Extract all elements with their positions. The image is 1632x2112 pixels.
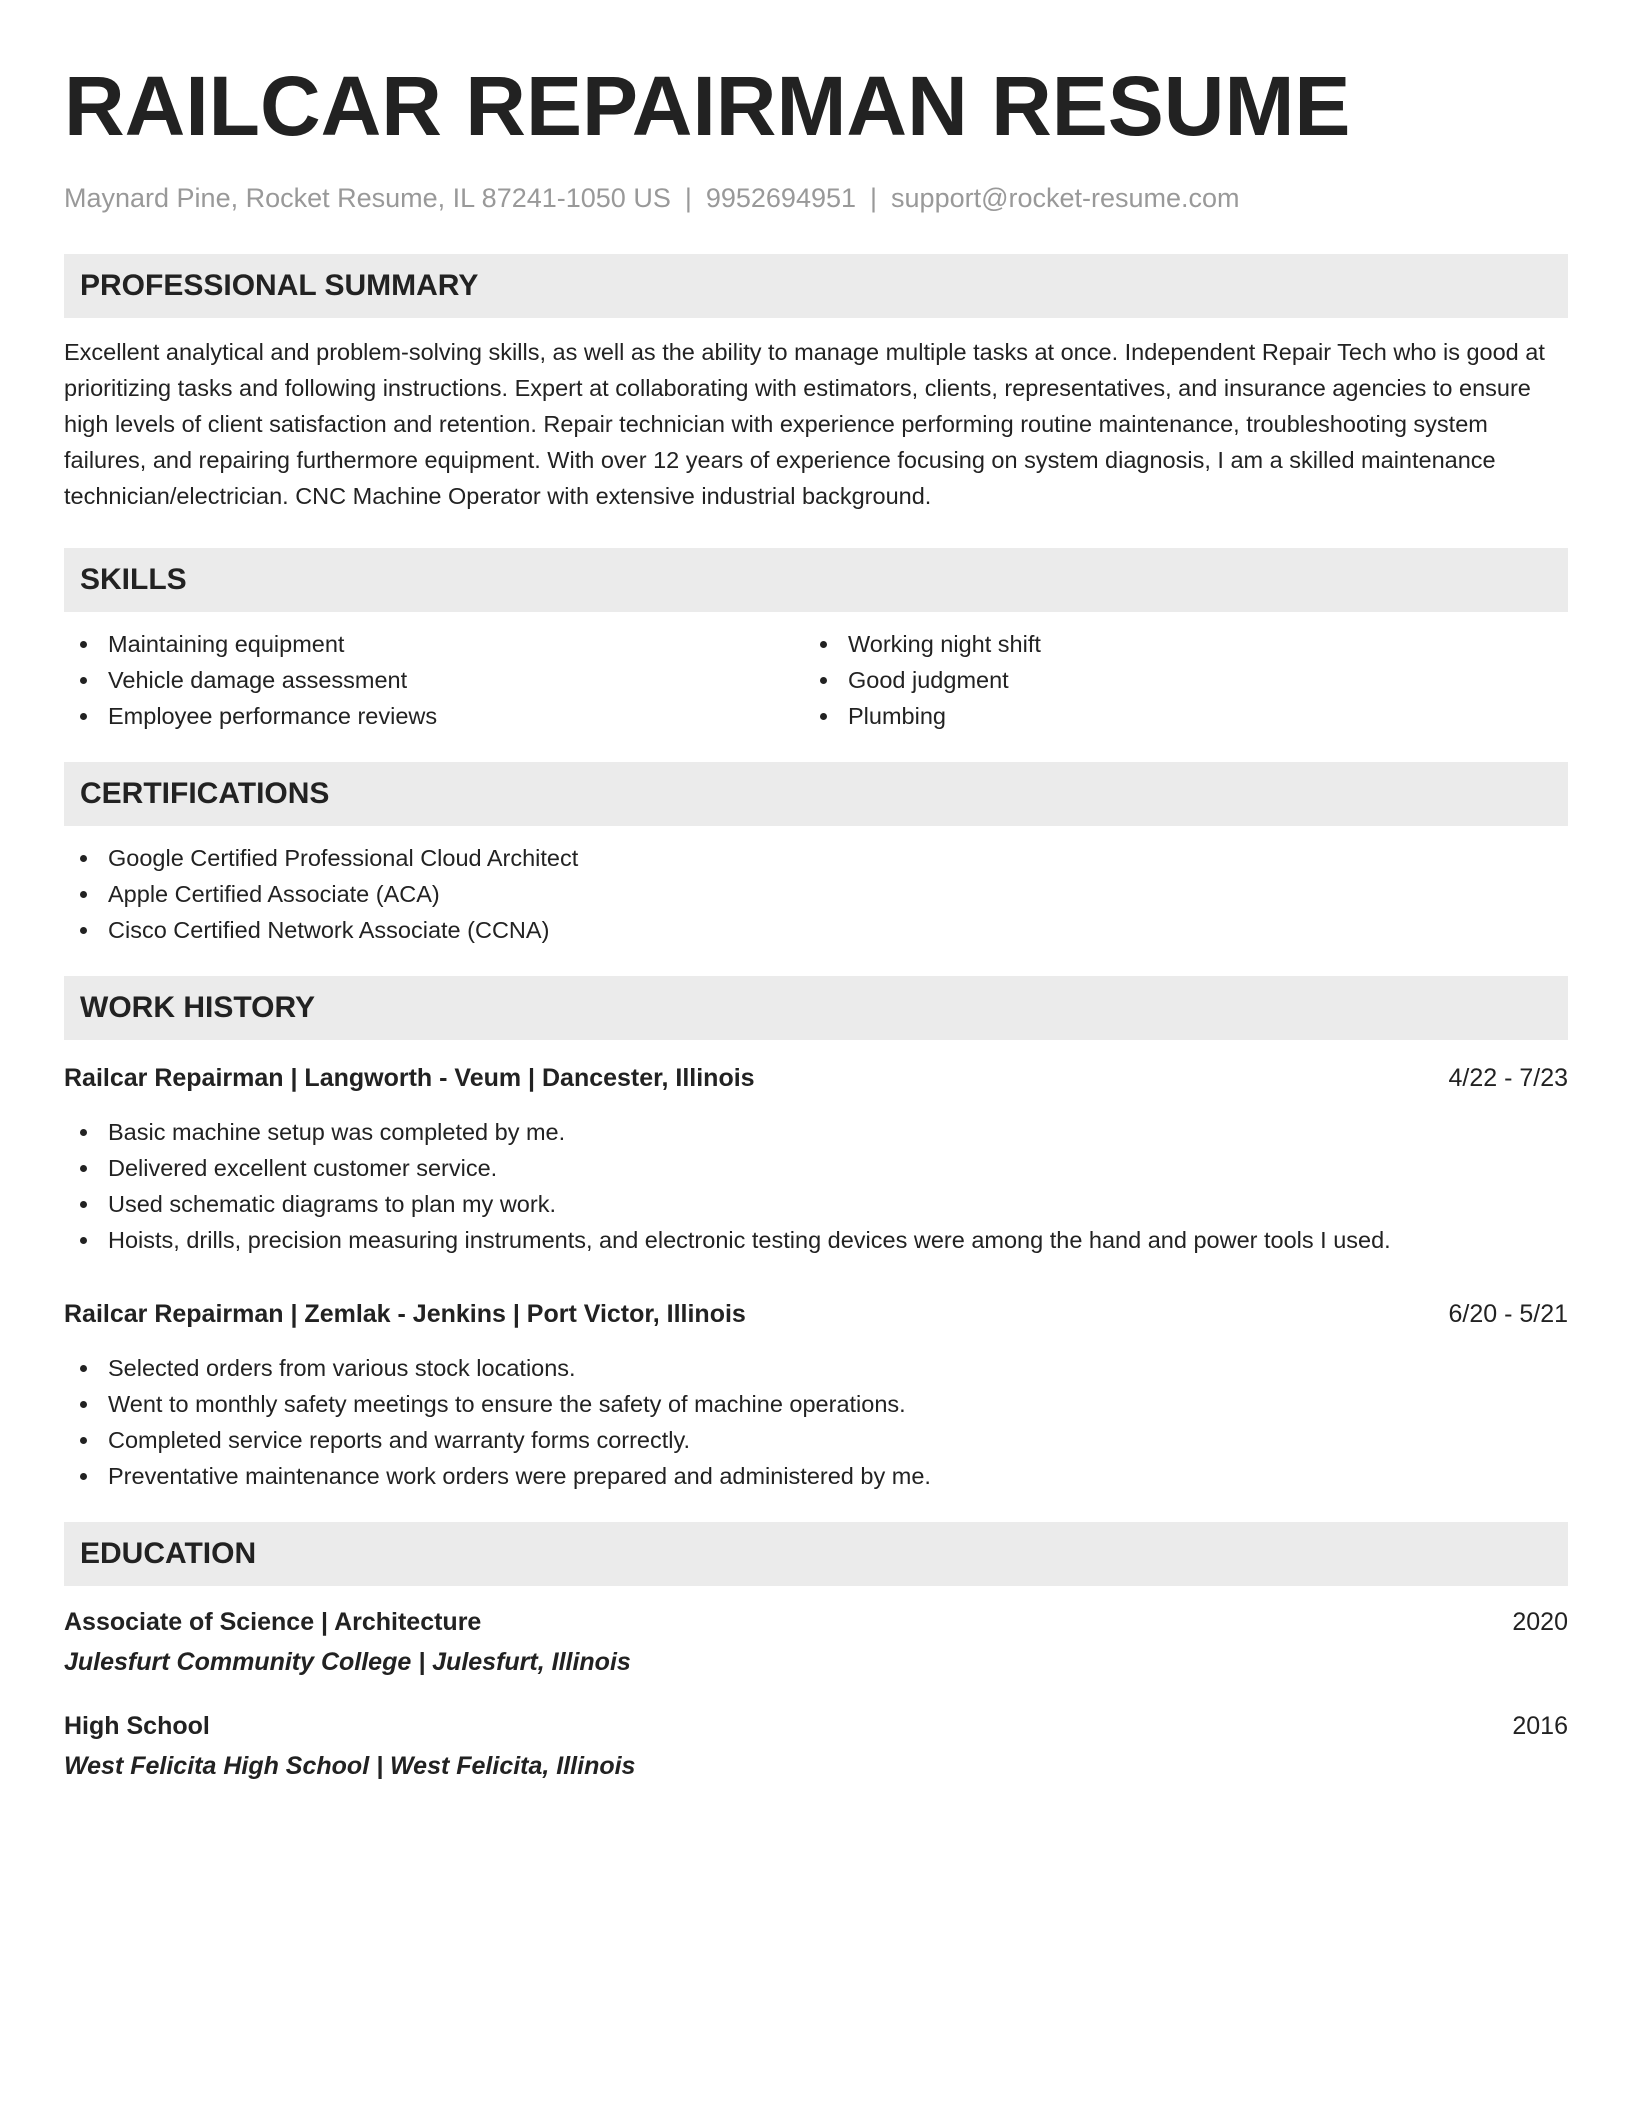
skill-item: Working night shift (804, 626, 1568, 662)
skill-item: Plumbing (804, 698, 1568, 734)
job-dates: 6/20 - 5/21 (1448, 1300, 1568, 1329)
job-dates: 4/22 - 7/23 (1448, 1064, 1568, 1093)
certification-item: Cisco Certified Network Associate (CCNA) (64, 912, 1568, 948)
skill-item: Maintaining equipment (64, 626, 804, 662)
resume-title: RAILCAR REPAIRMAN RESUME (64, 59, 1351, 153)
contact-email: support@rocket-resume.com (891, 183, 1240, 213)
education-year: 2020 (1512, 1608, 1568, 1637)
job-title: Railcar Repairman | Zemlak - Jenkins | Port Victor, Illinois (64, 1300, 746, 1329)
section-heading-summary: PROFESSIONAL SUMMARY (64, 254, 1568, 318)
education-entry (64, 1604, 1568, 1680)
job-bullet: Went to monthly safety meetings to ensure the safety of machine operations. (64, 1386, 1568, 1422)
job-bullet: Hoists, drills, precision measuring instruments, and electronic testing devices were among the hand and power tools I used. (64, 1222, 1568, 1258)
job-bullet: Basic machine setup was completed by me. (64, 1114, 1568, 1150)
contact-phone: 9952694951 (705, 183, 857, 213)
education-degree: High School (64, 1712, 210, 1741)
job-entry (64, 1060, 1568, 1258)
certification-item: Google Certified Professional Cloud Architect (64, 840, 1568, 876)
contact-line (64, 182, 1568, 214)
education-school: West Felicita High School | West Felicita, Illinois (64, 1752, 636, 1781)
education-year: 2016 (1512, 1712, 1568, 1741)
job-entry (64, 1296, 1568, 1494)
job-bullet: Completed service reports and warranty forms correctly. (64, 1422, 1568, 1458)
job-bullet: Preventative maintenance work orders were prepared and administered by me. (64, 1458, 1568, 1494)
certifications-list (64, 840, 1568, 948)
contact-address: Maynard Pine, Rocket Resume, IL 87241-1050 US (64, 183, 671, 213)
education-degree: Associate of Science | Architecture (64, 1608, 482, 1637)
skills-column (804, 626, 1568, 734)
contact-separator: | (870, 183, 878, 213)
section-heading-certifications: CERTIFICATIONS (64, 762, 1568, 826)
section-heading-work-history: WORK HISTORY (64, 976, 1568, 1040)
skills-list (64, 626, 1568, 734)
section-heading-skills: SKILLS (64, 548, 1568, 612)
job-title: Railcar Repairman | Langworth - Veum | Dancester, Illinois (64, 1064, 755, 1093)
job-bullet: Used schematic diagrams to plan my work. (64, 1186, 1568, 1222)
job-bullet: Delivered excellent customer service. (64, 1150, 1568, 1186)
education-entry (64, 1708, 1568, 1784)
skills-column (64, 626, 804, 734)
skill-item: Employee performance reviews (64, 698, 804, 734)
skill-item: Good judgment (804, 662, 1568, 698)
section-heading-education: EDUCATION (64, 1522, 1568, 1586)
education-school: Julesfurt Community College | Julesfurt, Illinois (64, 1648, 631, 1677)
job-bullet: Selected orders from various stock locations. (64, 1350, 1568, 1386)
contact-separator: | (684, 183, 692, 213)
summary-text: Excellent analytical and problem-solving skills, as well as the ability to manage multiple tasks at once. Independent Repair Tech who is good at prioritizing tasks and following instructions. Expert at collaborating with estimators, clients, representatives, and insurance agencies to ensure high levels of client satisfaction and retention. Repair technician with experience performing routine maintenance, troubleshooting system failures, and repairing furthermore equipment. With over 12 years of experience focusing on system diagnosis, I am a skilled maintenance technician/electrician. CNC Machine Operator with extensive industrial background. (64, 339, 1545, 510)
certification-item: Apple Certified Associate (ACA) (64, 876, 1568, 912)
skill-item: Vehicle damage assessment (64, 662, 804, 698)
